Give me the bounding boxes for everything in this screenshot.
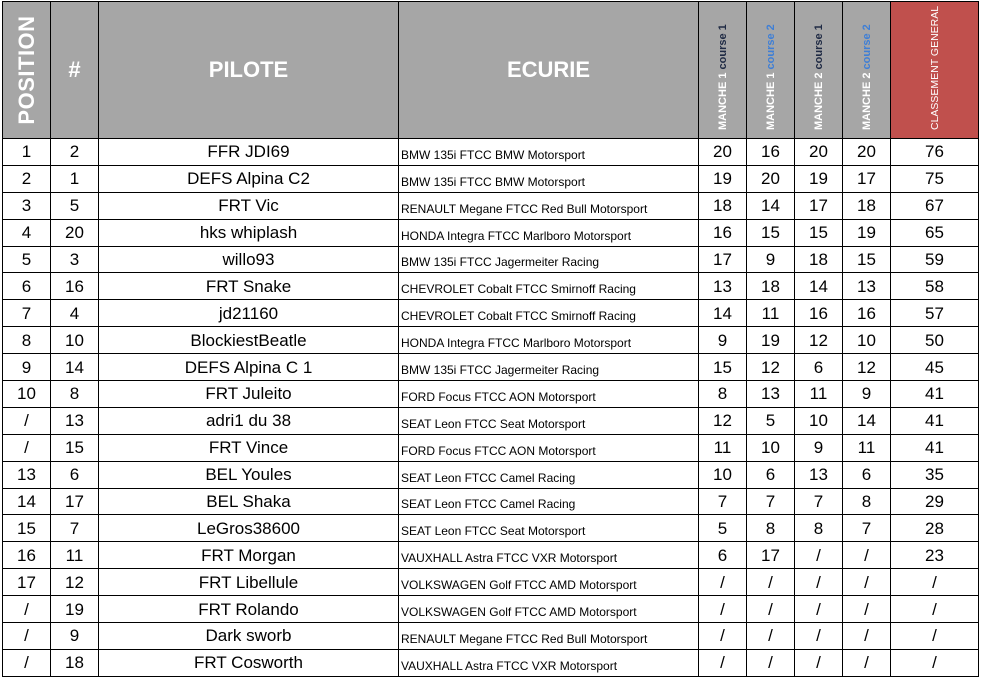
cell-pilot: BEL Youles bbox=[99, 461, 399, 488]
cell-pilot: LeGros38600 bbox=[99, 515, 399, 542]
cell-m2-c1: 11 bbox=[795, 381, 843, 408]
cell-m1-c2: 17 bbox=[747, 542, 795, 569]
header-m2-c1-manche: MANCHE 2 bbox=[812, 72, 825, 130]
cell-m1-c2: 9 bbox=[747, 246, 795, 273]
cell-number: 14 bbox=[51, 354, 99, 381]
cell-team: BMW 135i FTCC Jagermeiter Racing bbox=[399, 354, 699, 381]
cell-m1-c1: / bbox=[699, 649, 747, 676]
cell-number: 6 bbox=[51, 461, 99, 488]
cell-position: 15 bbox=[3, 515, 51, 542]
cell-team: SEAT Leon FTCC Seat Motorsport bbox=[399, 407, 699, 434]
cell-m1-c2: 13 bbox=[747, 381, 795, 408]
cell-m1-c1: 15 bbox=[699, 354, 747, 381]
cell-total: 57 bbox=[891, 300, 979, 327]
table-row bbox=[3, 569, 979, 596]
cell-m2-c1: 20 bbox=[795, 139, 843, 166]
cell-pilot: DEFS Alpina C 1 bbox=[99, 354, 399, 381]
cell-m1-c2: 7 bbox=[747, 488, 795, 515]
cell-m2-c2: / bbox=[843, 569, 891, 596]
header-team: ECURIE bbox=[399, 2, 699, 139]
cell-number: 9 bbox=[51, 623, 99, 650]
cell-m1-c1: 18 bbox=[699, 192, 747, 219]
cell-m2-c2: 10 bbox=[843, 327, 891, 354]
cell-m2-c2: / bbox=[843, 596, 891, 623]
header-m1-c1-manche: MANCHE 1 bbox=[716, 72, 729, 130]
cell-total: 58 bbox=[891, 273, 979, 300]
cell-team: HONDA Integra FTCC Marlboro Motorsport bbox=[399, 219, 699, 246]
header-position bbox=[3, 2, 51, 139]
cell-position: 2 bbox=[3, 165, 51, 192]
header-m1-c2-course: course 2 bbox=[764, 24, 777, 70]
cell-position: / bbox=[3, 434, 51, 461]
cell-m1-c2: 18 bbox=[747, 273, 795, 300]
cell-m2-c1: 15 bbox=[795, 219, 843, 246]
cell-total: 50 bbox=[891, 327, 979, 354]
cell-position: 8 bbox=[3, 327, 51, 354]
table-row bbox=[3, 596, 979, 623]
cell-m1-c2: 6 bbox=[747, 461, 795, 488]
table-row bbox=[3, 488, 979, 515]
cell-pilot: BEL Shaka bbox=[99, 488, 399, 515]
table-row bbox=[3, 139, 979, 166]
cell-pilot: hks whiplash bbox=[99, 219, 399, 246]
cell-team: SEAT Leon FTCC Camel Racing bbox=[399, 488, 699, 515]
cell-total: 41 bbox=[891, 381, 979, 408]
cell-number: 1 bbox=[51, 165, 99, 192]
cell-m2-c2: 7 bbox=[843, 515, 891, 542]
header-m2-c1 bbox=[795, 2, 843, 139]
cell-m1-c2: 10 bbox=[747, 434, 795, 461]
cell-team: VAUXHALL Astra FTCC VXR Motorsport bbox=[399, 542, 699, 569]
cell-position: 16 bbox=[3, 542, 51, 569]
cell-number: 4 bbox=[51, 300, 99, 327]
cell-m1-c2: 12 bbox=[747, 354, 795, 381]
header-m2-c2-manche: MANCHE 2 bbox=[860, 72, 873, 130]
table-row bbox=[3, 542, 979, 569]
header-position-label: POSITION bbox=[13, 15, 39, 125]
cell-m2-c2: / bbox=[843, 623, 891, 650]
header-m1-c2 bbox=[747, 2, 795, 139]
cell-number: 13 bbox=[51, 407, 99, 434]
header-m2-c1-course: course 1 bbox=[812, 24, 825, 70]
cell-total: 28 bbox=[891, 515, 979, 542]
cell-total: 45 bbox=[891, 354, 979, 381]
cell-m1-c1: 13 bbox=[699, 273, 747, 300]
cell-pilot: BlockiestBeatle bbox=[99, 327, 399, 354]
cell-m2-c1: 7 bbox=[795, 488, 843, 515]
cell-number: 7 bbox=[51, 515, 99, 542]
cell-m1-c1: 14 bbox=[699, 300, 747, 327]
cell-team: VOLKSWAGEN Golf FTCC AMD Motorsport bbox=[399, 569, 699, 596]
cell-pilot: willo93 bbox=[99, 246, 399, 273]
table-header bbox=[3, 2, 979, 139]
cell-m1-c2: / bbox=[747, 649, 795, 676]
cell-m2-c2: 14 bbox=[843, 407, 891, 434]
table-row bbox=[3, 515, 979, 542]
cell-m2-c2: / bbox=[843, 649, 891, 676]
cell-m1-c1: / bbox=[699, 596, 747, 623]
cell-m2-c1: 13 bbox=[795, 461, 843, 488]
cell-total: / bbox=[891, 649, 979, 676]
header-total-label: CLASSEMENT GENERAL bbox=[928, 5, 941, 130]
cell-m2-c1: / bbox=[795, 596, 843, 623]
cell-m1-c1: 10 bbox=[699, 461, 747, 488]
cell-number: 16 bbox=[51, 273, 99, 300]
cell-total: 59 bbox=[891, 246, 979, 273]
cell-pilot: DEFS Alpina C2 bbox=[99, 165, 399, 192]
cell-m2-c1: 18 bbox=[795, 246, 843, 273]
cell-m2-c2: 9 bbox=[843, 381, 891, 408]
cell-m2-c1: / bbox=[795, 649, 843, 676]
cell-m1-c2: 14 bbox=[747, 192, 795, 219]
cell-m2-c2: 20 bbox=[843, 139, 891, 166]
cell-m1-c1: 16 bbox=[699, 219, 747, 246]
cell-m2-c2: 18 bbox=[843, 192, 891, 219]
cell-team: CHEVROLET Cobalt FTCC Smirnoff Racing bbox=[399, 273, 699, 300]
cell-team: VOLKSWAGEN Golf FTCC AMD Motorsport bbox=[399, 596, 699, 623]
cell-number: 15 bbox=[51, 434, 99, 461]
cell-total: 67 bbox=[891, 192, 979, 219]
header-m1-c1-course: course 1 bbox=[716, 24, 729, 70]
cell-m1-c1: 12 bbox=[699, 407, 747, 434]
cell-position: / bbox=[3, 596, 51, 623]
table-row bbox=[3, 407, 979, 434]
cell-total: / bbox=[891, 569, 979, 596]
cell-m1-c2: 11 bbox=[747, 300, 795, 327]
cell-m1-c1: 7 bbox=[699, 488, 747, 515]
cell-m1-c1: 17 bbox=[699, 246, 747, 273]
cell-m1-c1: 20 bbox=[699, 139, 747, 166]
cell-team: RENAULT Megane FTCC Red Bull Motorsport bbox=[399, 623, 699, 650]
cell-m2-c1: 10 bbox=[795, 407, 843, 434]
cell-m2-c2: 13 bbox=[843, 273, 891, 300]
cell-m2-c1: 19 bbox=[795, 165, 843, 192]
cell-position: 6 bbox=[3, 273, 51, 300]
cell-m2-c1: 12 bbox=[795, 327, 843, 354]
cell-team: SEAT Leon FTCC Camel Racing bbox=[399, 461, 699, 488]
header-m2-c2 bbox=[843, 2, 891, 139]
table-row bbox=[3, 354, 979, 381]
cell-position: 14 bbox=[3, 488, 51, 515]
cell-m1-c2: / bbox=[747, 569, 795, 596]
cell-m2-c1: / bbox=[795, 569, 843, 596]
table-body bbox=[3, 139, 979, 677]
cell-total: 41 bbox=[891, 434, 979, 461]
table-row bbox=[3, 381, 979, 408]
cell-team: BMW 135i FTCC Jagermeiter Racing bbox=[399, 246, 699, 273]
cell-m2-c2: / bbox=[843, 542, 891, 569]
cell-m2-c1: 17 bbox=[795, 192, 843, 219]
cell-team: RENAULT Megane FTCC Red Bull Motorsport bbox=[399, 192, 699, 219]
cell-pilot: FRT Juleito bbox=[99, 381, 399, 408]
cell-number: 10 bbox=[51, 327, 99, 354]
cell-m2-c2: 6 bbox=[843, 461, 891, 488]
cell-m1-c2: 8 bbox=[747, 515, 795, 542]
cell-number: 20 bbox=[51, 219, 99, 246]
cell-number: 8 bbox=[51, 381, 99, 408]
cell-m1-c2: 16 bbox=[747, 139, 795, 166]
cell-total: 29 bbox=[891, 488, 979, 515]
table-row bbox=[3, 623, 979, 650]
cell-team: FORD Focus FTCC AON Motorsport bbox=[399, 381, 699, 408]
cell-total: 75 bbox=[891, 165, 979, 192]
cell-position: / bbox=[3, 649, 51, 676]
header-m1-c2-manche: MANCHE 1 bbox=[764, 72, 777, 130]
header-total bbox=[891, 2, 979, 139]
header-row bbox=[3, 2, 979, 139]
cell-total: 41 bbox=[891, 407, 979, 434]
cell-team: HONDA Integra FTCC Marlboro Motorsport bbox=[399, 327, 699, 354]
cell-m1-c1: / bbox=[699, 569, 747, 596]
cell-m2-c2: 15 bbox=[843, 246, 891, 273]
cell-total: 35 bbox=[891, 461, 979, 488]
cell-pilot: FRT Rolando bbox=[99, 596, 399, 623]
cell-position: 10 bbox=[3, 381, 51, 408]
cell-number: 12 bbox=[51, 569, 99, 596]
cell-total: 76 bbox=[891, 139, 979, 166]
cell-m2-c2: 8 bbox=[843, 488, 891, 515]
cell-team: BMW 135i FTCC BMW Motorsport bbox=[399, 139, 699, 166]
cell-number: 18 bbox=[51, 649, 99, 676]
cell-number: 19 bbox=[51, 596, 99, 623]
table-row bbox=[3, 461, 979, 488]
cell-pilot: jd21160 bbox=[99, 300, 399, 327]
cell-position: 17 bbox=[3, 569, 51, 596]
header-pilot: PILOTE bbox=[99, 2, 399, 139]
header-m2-c2-course: course 2 bbox=[860, 24, 873, 70]
cell-total: / bbox=[891, 623, 979, 650]
table-row bbox=[3, 649, 979, 676]
cell-position: / bbox=[3, 623, 51, 650]
table-row bbox=[3, 165, 979, 192]
cell-m2-c1: 6 bbox=[795, 354, 843, 381]
cell-team: SEAT Leon FTCC Seat Motorsport bbox=[399, 515, 699, 542]
cell-m2-c2: 17 bbox=[843, 165, 891, 192]
cell-m2-c2: 19 bbox=[843, 219, 891, 246]
cell-m1-c2: 20 bbox=[747, 165, 795, 192]
cell-m2-c2: 16 bbox=[843, 300, 891, 327]
cell-team: VAUXHALL Astra FTCC VXR Motorsport bbox=[399, 649, 699, 676]
cell-position: / bbox=[3, 407, 51, 434]
cell-number: 2 bbox=[51, 139, 99, 166]
cell-number: 5 bbox=[51, 192, 99, 219]
cell-total: 23 bbox=[891, 542, 979, 569]
cell-pilot: FRT Cosworth bbox=[99, 649, 399, 676]
cell-pilot: FRT Vic bbox=[99, 192, 399, 219]
cell-position: 4 bbox=[3, 219, 51, 246]
cell-m2-c2: 12 bbox=[843, 354, 891, 381]
cell-m1-c2: 15 bbox=[747, 219, 795, 246]
table-row bbox=[3, 192, 979, 219]
cell-number: 17 bbox=[51, 488, 99, 515]
cell-m2-c1: / bbox=[795, 542, 843, 569]
cell-pilot: FRT Morgan bbox=[99, 542, 399, 569]
cell-pilot: FRT Snake bbox=[99, 273, 399, 300]
cell-team: BMW 135i FTCC BMW Motorsport bbox=[399, 165, 699, 192]
cell-number: 11 bbox=[51, 542, 99, 569]
cell-m1-c1: 8 bbox=[699, 381, 747, 408]
cell-m1-c2: 19 bbox=[747, 327, 795, 354]
standings-table bbox=[2, 1, 979, 677]
cell-m1-c2: / bbox=[747, 596, 795, 623]
cell-position: 9 bbox=[3, 354, 51, 381]
cell-m1-c1: 11 bbox=[699, 434, 747, 461]
cell-pilot: FRT Vince bbox=[99, 434, 399, 461]
cell-team: FORD Focus FTCC AON Motorsport bbox=[399, 434, 699, 461]
cell-position: 3 bbox=[3, 192, 51, 219]
cell-m1-c1: 9 bbox=[699, 327, 747, 354]
cell-pilot: Dark sworb bbox=[99, 623, 399, 650]
cell-total: 65 bbox=[891, 219, 979, 246]
cell-m2-c1: / bbox=[795, 623, 843, 650]
table-row bbox=[3, 434, 979, 461]
header-number: # bbox=[51, 2, 99, 139]
table-row bbox=[3, 246, 979, 273]
cell-m1-c1: / bbox=[699, 623, 747, 650]
table-row bbox=[3, 273, 979, 300]
cell-m1-c1: 5 bbox=[699, 515, 747, 542]
header-m1-c1 bbox=[699, 2, 747, 139]
cell-m2-c1: 8 bbox=[795, 515, 843, 542]
cell-team: CHEVROLET Cobalt FTCC Smirnoff Racing bbox=[399, 300, 699, 327]
cell-position: 13 bbox=[3, 461, 51, 488]
cell-m1-c1: 6 bbox=[699, 542, 747, 569]
cell-m1-c2: / bbox=[747, 623, 795, 650]
table-row bbox=[3, 327, 979, 354]
cell-m1-c2: 5 bbox=[747, 407, 795, 434]
cell-pilot: adri1 du 38 bbox=[99, 407, 399, 434]
cell-m1-c1: 19 bbox=[699, 165, 747, 192]
cell-position: 1 bbox=[3, 139, 51, 166]
cell-pilot: FRT Libellule bbox=[99, 569, 399, 596]
table-row bbox=[3, 300, 979, 327]
cell-number: 3 bbox=[51, 246, 99, 273]
cell-position: 5 bbox=[3, 246, 51, 273]
cell-pilot: FFR JDI69 bbox=[99, 139, 399, 166]
cell-m2-c1: 9 bbox=[795, 434, 843, 461]
table-row bbox=[3, 219, 979, 246]
cell-m2-c1: 14 bbox=[795, 273, 843, 300]
cell-position: 7 bbox=[3, 300, 51, 327]
cell-m2-c2: 11 bbox=[843, 434, 891, 461]
cell-total: / bbox=[891, 596, 979, 623]
cell-m2-c1: 16 bbox=[795, 300, 843, 327]
